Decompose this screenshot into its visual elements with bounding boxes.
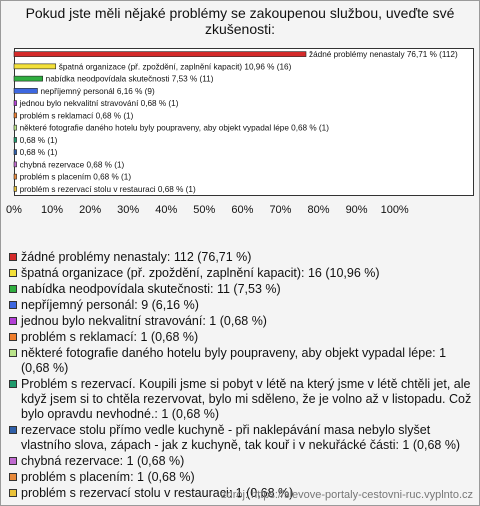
legend-swatch-1 <box>9 269 17 277</box>
x-tick-10: 100% <box>380 204 409 216</box>
legend-label-5: problém s reklamací: 1 (0,68 %) <box>21 330 199 344</box>
bar-label-9: chybná rezervace 0,68 % (1) <box>19 160 125 170</box>
bar-label-3: nepříjemný personál 6,16 % (9) <box>40 86 155 96</box>
bar-label-8: 0,68 % (1) <box>19 148 58 158</box>
bar-label-6: některé fotografie daného hotelu byly poupraveny, aby objekt vypadal lépe 0,68 % (1) <box>19 123 329 133</box>
x-tick-0: 0% <box>6 204 22 216</box>
bar-10 <box>14 174 17 179</box>
legend-item-5 <box>9 330 475 345</box>
legend-label-10: problém s placením: 1 (0,68 %) <box>21 470 195 484</box>
legend-item-2 <box>9 282 475 297</box>
legend-swatch-2 <box>9 285 17 293</box>
legend-item-7 <box>9 377 475 422</box>
bar-label-10: problém s placením 0,68 % (1) <box>19 172 132 182</box>
legend-label-0: žádné problémy nenastaly: 112 (76,71 %) <box>21 250 252 264</box>
legend-swatch-11 <box>9 489 17 497</box>
legend-label-4: jednou bylo nekvalitní stravování: 1 (0,68 %) <box>21 314 267 328</box>
bar-label-1: špatná organizace (př. zpoždění, zaplnění kapacit) 10,96 % (16) <box>58 62 292 72</box>
legend-item-9 <box>9 454 475 469</box>
legend-label-9: chybná rezervace: 1 (0,68 %) <box>21 454 185 468</box>
legend-label-11: problém s rezervací stolu v restauraci: 1 (0,68 %) <box>21 486 294 500</box>
bar-11 <box>14 186 17 191</box>
legend-swatch-8 <box>9 426 17 434</box>
bar-5 <box>14 113 17 118</box>
x-tick-1: 10% <box>41 204 64 216</box>
bar-3 <box>14 88 37 93</box>
legend-label-1: špatná organizace (př. zpoždění, zaplnění kapacit): 16 (10,96 %) <box>21 266 380 280</box>
bar-0 <box>14 52 306 57</box>
bar-label-7: 0,68 % (1) <box>19 135 58 145</box>
legend-item-0 <box>9 250 475 265</box>
bar-label-4: jednou bylo nekvalitní stravování 0,68 % (1) <box>19 99 179 109</box>
legend-label-8: rezervace stolu přímo vedle kuchyně - při naklepávání masa nebylo slyšet vlastního slova, zápach - jak z kuchyně, tak kouř i v nekuřácké části: 1 (0,68 %) <box>21 423 461 452</box>
x-tick-4: 40% <box>155 204 178 216</box>
bar-7 <box>14 137 17 142</box>
bar-9 <box>14 162 17 167</box>
legend-label-6: některé fotografie daného hotelu byly poupraveny, aby objekt vypadal lépe: 1 (0,68 %) <box>21 346 447 375</box>
legend-label-3: nepříjemný personál: 9 (6,16 %) <box>21 298 199 312</box>
chart-title-line-2: zkušenosti: <box>204 21 276 37</box>
bar-label-0: žádné problémy nenastaly 76,71 % (112) <box>309 50 458 60</box>
legend-label-7: Problém s rezervací. Koupili jsme si pobyt v létě na který jsme v létě chtěli jet, ale když jsem si to chtěla rezervovat, bylo mi sděleno, že je volno až v listopadu. Což bylo opravdu nevhodné.: 1 (0,68 %) <box>21 377 472 421</box>
legend-item-3 <box>9 298 475 313</box>
legend-swatch-3 <box>9 301 17 309</box>
bar-4 <box>14 101 17 106</box>
legend-item-10 <box>9 470 475 485</box>
bar-8 <box>14 150 17 155</box>
x-tick-5: 50% <box>193 204 216 216</box>
x-tick-3: 30% <box>117 204 140 216</box>
x-tick-9: 90% <box>345 204 368 216</box>
legend-swatch-10 <box>9 473 17 481</box>
x-tick-7: 70% <box>269 204 292 216</box>
x-tick-6: 60% <box>231 204 254 216</box>
legend-item-4 <box>9 314 475 329</box>
legend-swatch-6 <box>9 349 17 357</box>
legend-swatch-0 <box>9 253 17 261</box>
bar-label-2: nabídka neodpovídala skutečnosti 7,53 % (11) <box>45 74 214 84</box>
legend-swatch-4 <box>9 317 17 325</box>
chart-legend <box>9 250 475 502</box>
bar-chart <box>1 1 479 251</box>
bar-6 <box>14 125 17 130</box>
source-link[interactable]: zdroj: https://slevove-portaly-cestovni-ruc.vyplnto.cz <box>221 489 473 501</box>
legend-swatch-5 <box>9 333 17 341</box>
legend-item-1 <box>9 266 475 281</box>
legend-item-8 <box>9 423 475 453</box>
legend-item-6 <box>9 346 475 376</box>
legend-label-2: nabídka neodpovídala skutečnosti: 11 (7,53 %) <box>21 282 281 296</box>
legend-swatch-7 <box>9 380 17 388</box>
bar-1 <box>14 64 56 69</box>
chart-title-line-1: Pokud jste měli nějaké problémy se zakoupenou službou, uveďte své <box>25 5 455 21</box>
bar-label-11: problém s rezervací stolu v restauraci 0,68 % (1) <box>19 184 196 194</box>
bar-label-5: problém s reklamací 0,68 % (1) <box>19 111 134 121</box>
legend-swatch-9 <box>9 457 17 465</box>
x-tick-8: 80% <box>307 204 330 216</box>
bar-2 <box>14 76 43 81</box>
x-tick-2: 20% <box>79 204 102 216</box>
